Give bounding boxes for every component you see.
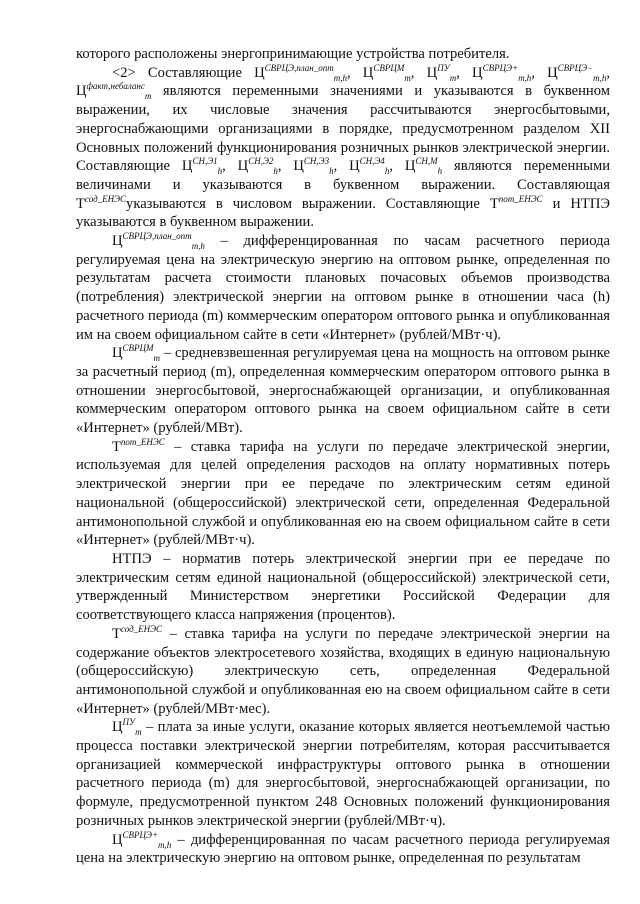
para-def-pu: $Ц^{ПУ}_m$ – плата за иные услуги, оказание которых является неотъемлемой частью процесса поставки электрической энергии потребителям, которая рассчитывается организацией коммерческой инфраструктуры оптового рынка в отношении расчетного периода (m) для энергосбытовой, энергоснабжающей организации, по формуле, предусмотренной пунктом 248 Основных положений функционирования розничных рынков электрической энергии (рублей/МВт·ч).: [76, 717, 610, 829]
para-cont-top: которого расположены энергопринимающие устройства потребителя.: [76, 46, 510, 62]
para-note-2: <2> Составляющие $Ц^{СВРЦЭ,план\_опт}_{m,h}$, $Ц^{СВРЦМ}_m$, $Ц^{ПУ}_m$, $Ц^{СВРЦЭ+}_{m,h}$, $Ц^{СВРЦЭ-}_{m,h}$, $Ц^{факт,небаланс}_m$ являются переменными значениями и указываются в буквенном выражении, их числовые значения рассчитываются энергосбытовыми, энергоснабжающими организациями в порядке, предусмотренном разделом XII Основных положений функционирования розничных рынков электрической энергии. Составляющие $Ц^{СН,Э1}_h$, $Ц^{СН,Э2}_h$, $Ц^{СН,Э3}_h$, $Ц^{СН,Э4}_h$, $Ц^{СН,М}_h$ являются переменными величинами и указываются в буквенном выражении. Составляющая $Т^{сод\_ЕНЭС}указываются$ в числовом выражении. Составляющие $Т^{пот\_ЕНЭС}$ и НТПЭ указываются в буквенном выражении.: [76, 62, 610, 231]
para-def-pot-enes: $Т^{пот\_ЕНЭС}$ – ставка тарифа на услуги по передаче электрической энергии, используемая для целей определения расходов на оплату нормативных потерь электрической энергии при ее передаче по электрическим сетям единой национальной (общероссийской) электрической сети, определенная Федеральной антимонопольной службой и опубликованная ею на своем официальном сайте в сети «Интернет» (рублей/МВт·ч).: [76, 436, 610, 549]
para-def-ntpe: НТПЭ – норматив потерь электрической энергии при ее передаче по электрическим сетям единой национальной (общероссийской) электрической сети, утвержденный Министерством энергетики Российской Федерации для соответствующего класса напряжения (процентов).: [76, 550, 610, 624]
document-page: [76, 0, 610, 904]
para-def-svrcm: $Ц^{СВРЦМ}_m$ – средневзвешенная регулируемая цена на мощность на оптовом рынке за расчетный период (m), определенная коммерческим оператором оптового рынка в отношении энергосбытовой, энергоснабжающей организации, и опубликованная коммерческим оператором оптового рынка на своем официальном сайте в сети «Интернет» (рублей/МВт).: [76, 343, 610, 437]
para-def-svrce-plus: $Ц^{СВРЦЭ+}_{m,h}$ – дифференцированная по часам расчетного периода регулируемая цена на электрическую энергию на оптовом рынке, определенная по результатам: [76, 829, 610, 867]
para-def-plan-opt: $Ц^{СВРЦЭ,план\_опт}_{m,h}$ – дифференцированная по часам расчетного периода регулируемая цена на электрическую энергию на оптовом рынке, определенная по результатам расчета стоимости плановых почасовых объемов производства (потребления) электрической энергии на оптовом рынке в отношении часа (h) расчетного периода (m) коммерческим оператором оптового рынка и опубликованная им на своем официальном сайте в сети «Интернет» (рублей/МВт·ч).: [76, 231, 610, 343]
para-def-sod-enes: $Т^{сод\_ЕНЭС}$ – ставка тарифа на услуги по передаче электрической энергии на содержание объектов электросетевого хозяйства, входящих в единую национальную (общероссийскую) электрическую сеть, определенная Федеральной антимонопольной службой и опубликованная ею на своем официальном сайте в сети «Интернет» (рублей/МВт·мес).: [76, 623, 610, 717]
